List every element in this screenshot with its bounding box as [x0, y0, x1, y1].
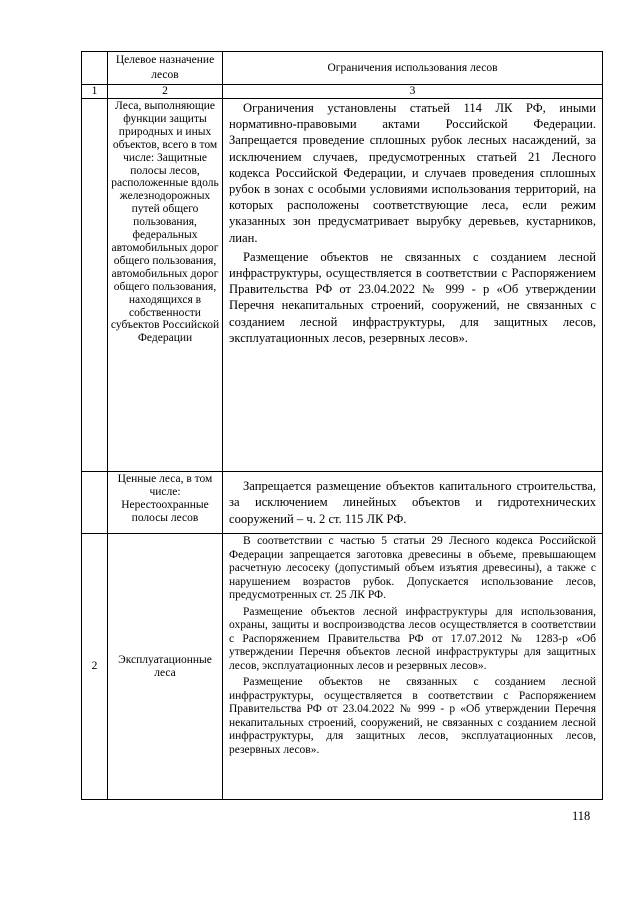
header-cell-number — [82, 52, 108, 85]
forest-purpose: Эксплуатационные леса — [108, 534, 223, 800]
restrictions-text — [223, 472, 603, 534]
restrictions-paragraph: Размещение объектов не связанных с созданием лесной инфраструктуры, осуществляется в соответствии с Распоряжением Правительства РФ от 23.04.2022 № 999 - р «Об утверждении Перечня некапитальных строений, сооружений, не связанных с созданием лесной инфраструктуры, для защитных лесов, эксплуатационных лесов, резервных лесов». — [229, 249, 596, 345]
header-cell-purpose: Целевое назначение лесов — [108, 52, 223, 85]
table-row — [82, 534, 603, 800]
table-row — [82, 472, 603, 534]
restrictions-paragraph: Ограничения установлены статьей 114 ЛК РФ, иными нормативно-правовыми актами Российской Федерации. Запрещается проведение сплошных рубок лесных насаждений, за исключением случаев, предусмотренных статьей 21 Лесного кодекса Российской Федерации, и случаев проведения сплошных рубок в зонах с особыми условиями использования территорий, на которых расположены соответствующие леса, если режим указанных зон предусматривает вырубку деревьев, кустарников, лиан. — [229, 101, 596, 245]
column-number-3: 3 — [223, 85, 603, 99]
forest-restrictions-table — [81, 51, 603, 800]
table-column-numbers-row — [82, 85, 603, 99]
restrictions-paragraph: Размещение объектов лесной инфраструктуры для использования, охраны, защиты и воспроизводства лесов осуществляется в соответствии с Распоряжением Правительства РФ от 17.07.2012 № 1283-р «Об утверждении Перечня объектов лесной инфраструктуры для защитных лесов, эксплуатационных лесов и резервных лесов». — [229, 605, 596, 672]
row-number — [82, 99, 108, 472]
table-header-row — [82, 52, 603, 85]
column-number-2: 2 — [108, 85, 223, 99]
table-row — [82, 99, 603, 472]
column-number-1: 1 — [82, 85, 108, 99]
restrictions-paragraph: В соответствии с частью 5 статьи 29 Лесного кодекса Российской Федерации запрещается заготовка древесины в объеме, превышающем расчетную лесосеку (допустимый объем изъятия древесины), а также с нарушением возрастов рубок. Допускается использование лесов, предусмотренных ст. 25 ЛК РФ. — [229, 535, 596, 601]
page-number: 118 — [572, 809, 591, 823]
restrictions-paragraph: Размещение объектов не связанных с созданием лесной инфраструктуры, осуществляется в соответствии с Распоряжением Правительства РФ от 23.04.2022 № 999 - р «Об утверждении Перечня некапитальных строений, сооружений, не связанных с созданием лесной инфраструктуры, для защитных лесов, эксплуатационных лесов, резервных лесов». — [229, 676, 596, 756]
restrictions-text — [223, 99, 603, 472]
row-number — [82, 472, 108, 534]
forest-purpose: Леса, выполняющие функции защиты природных и иных объектов, всего в том числе: Защитные полосы лесов, расположенные вдоль железнодорожных путей общего пользования, федеральных автомобильных дорог общего пользования, автомобильных дорог общего пользования, находящихся в собственности субъектов Российской Федерации — [108, 99, 223, 472]
forest-purpose: Ценные леса, в том числе: Нерестоохранные полосы лесов — [108, 472, 223, 534]
restrictions-text — [223, 534, 603, 800]
row-number: 2 — [82, 534, 108, 800]
header-cell-restrictions: Ограничения использования лесов — [223, 52, 603, 85]
restrictions-paragraph: Запрещается размещение объектов капитального строительства, за исключением линейных объектов и гидротехнических сооружений – ч. 2 ст. 115 ЛК РФ. — [229, 479, 596, 526]
